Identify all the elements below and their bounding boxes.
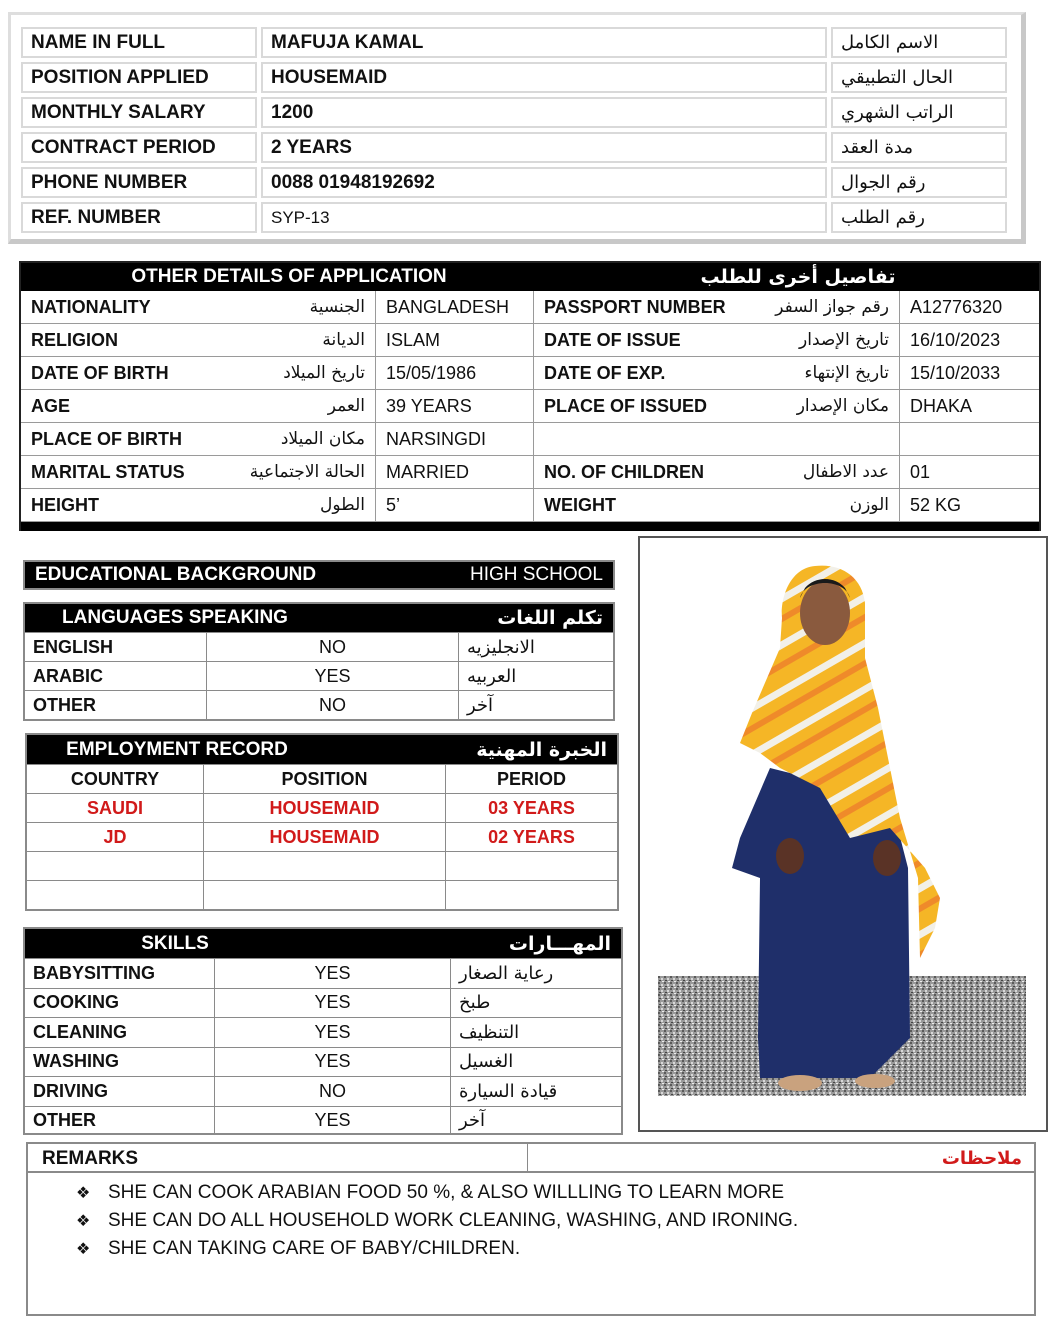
label-dob-ar: تاريخ الميلاد [283,363,365,383]
skill-row [25,1076,621,1106]
label-position-ar: الحال التطبيقي [831,62,1007,93]
label-dob: DATE OF BIRTH [31,362,169,383]
diamond-bullet-icon: ❖ [76,1213,91,1230]
label-name: NAME IN FULL [21,27,257,58]
skill-row [25,1047,621,1077]
label-age: AGE [31,395,71,416]
details-row [21,423,1039,456]
employment-title-ar: الخبرة المهنية [476,738,607,761]
value-ref: SYP-13 [261,202,827,233]
label-ref: REF. NUMBER [21,202,257,233]
remarks-header [28,1144,1034,1173]
label-religion: RELIGION [31,329,119,350]
skill-name: WASHING [25,1048,215,1077]
label-children-ar: عدد الاطفال [802,462,889,482]
value-nationality: BANGLADESH [376,291,534,323]
employment-country: JD [27,823,204,851]
value-date-of-exp: 15/10/2033 [910,362,1001,383]
label-weight-ar: الوزن [849,495,889,515]
language-row [25,661,613,690]
value-age: 39 YEARS [376,390,534,422]
language-name-ar: الانجليزيه [467,636,535,658]
value-place-issued: DHAKA [910,395,973,416]
education-header [25,562,613,588]
label-date-of-exp: DATE OF EXP. [544,362,666,383]
language-name: OTHER [25,691,207,719]
language-value: NO [207,691,459,719]
skill-name: DRIVING [25,1077,215,1106]
value-salary: 1200 [261,97,827,128]
value-passport: A12776320 [910,296,1003,317]
details-row [21,324,1039,357]
skills-table [23,927,623,1135]
skill-row [25,1106,621,1136]
employment-row [27,880,617,909]
employment-position: HOUSEMAID [204,794,446,822]
value-contract: 2 YEARS [261,132,827,163]
skill-row [25,988,621,1018]
skill-name: BABYSITTING [25,959,215,988]
label-phone: PHONE NUMBER [21,167,257,198]
value-phone: 0088 01948192692 [261,167,827,198]
skill-value: NO [215,1077,451,1106]
label-marital-status: MARITAL STATUS [31,461,185,482]
label-passport-ar: رقم جواز السفر [775,297,889,317]
diamond-bullet-icon: ❖ [76,1241,91,1258]
skill-value: YES [215,1018,451,1047]
remark-text: SHE CAN DO ALL HOUSEHOLD WORK CLEANING, WASHING, AND IRONING. [108,1210,799,1231]
personal-row-salary [21,97,1015,128]
employment-table [25,733,619,911]
skill-row [25,1017,621,1047]
label-height: HEIGHT [31,494,100,515]
remarks-title-ar: ملاحظات [941,1148,1022,1169]
remark-item [76,1179,1034,1207]
employment-row [27,822,617,851]
label-religion-ar: الديانة [322,330,365,350]
languages-table [23,602,615,721]
remarks-box [26,1142,1036,1316]
column-country: COUNTRY [27,765,204,793]
value-religion: ISLAM [376,324,534,356]
employment-row [27,793,617,822]
skill-name-ar: قيادة السيارة [459,1080,558,1102]
personal-row-contract [21,132,1015,163]
label-date-of-exp-ar: تاريخ الإنتهاء [804,363,889,383]
details-footer-bar [21,522,1039,531]
label-place-issued: PLACE OF ISSUED [544,395,708,416]
label-salary-ar: الراتب الشهري [831,97,1007,128]
skill-name-ar: الغسيل [459,1051,514,1073]
employment-period: 03 YEARS [488,797,575,818]
label-contract-ar: مدة العقد [831,132,1007,163]
label-age-ar: العمر [327,396,365,416]
language-name-ar: آخر [467,694,494,716]
other-details-title-ar: تفاصيل أخرى للطلب [700,266,896,288]
skill-name-ar: طبخ [459,992,491,1014]
languages-header [25,604,613,632]
details-row [21,390,1039,423]
value-marital-status: MARRIED [376,456,534,488]
remarks-title: REMARKS [28,1144,528,1171]
remarks-list [28,1173,1034,1263]
label-name-ar: الاسم الكامل [831,27,1007,58]
label-salary: MONTHLY SALARY [21,97,257,128]
label-nationality-ar: الجنسية [309,297,365,317]
value-children: 01 [910,461,931,482]
skill-name: OTHER [25,1107,215,1136]
languages-title-ar: تكلم اللغات [497,607,603,629]
value-name: MAFUJA KAMAL [261,27,827,58]
employment-title: EMPLOYMENT RECORD [66,738,288,760]
employment-period: 02 YEARS [488,826,575,847]
label-children: NO. OF CHILDREN [544,461,704,482]
skill-name: COOKING [25,989,215,1018]
details-row [21,291,1039,324]
employment-column-headers [27,764,617,793]
remark-text: SHE CAN TAKING CARE OF BABY/CHILDREN. [108,1238,521,1259]
value-position: HOUSEMAID [261,62,827,93]
label-phone-ar: رقم الجوال [831,167,1007,198]
employment-position [204,852,446,880]
language-row [25,690,613,719]
label-position: POSITION APPLIED [21,62,257,93]
skill-name-ar: آخر [459,1110,486,1132]
employment-position: HOUSEMAID [204,823,446,851]
language-name: ENGLISH [25,633,207,661]
label-height-ar: الطول [320,495,365,515]
column-position: POSITION [204,765,446,793]
skill-value: YES [215,959,451,988]
remark-text: SHE CAN COOK ARABIAN FOOD 50 %, & ALSO WILLLING TO LEARN MORE [108,1182,785,1203]
remark-item [76,1207,1034,1235]
language-row [25,632,613,661]
value-place-of-birth: NARSINGDI [376,423,534,455]
language-value: YES [207,662,459,690]
personal-row-ref [21,202,1015,233]
language-name-ar: العربيه [467,665,517,687]
personal-row-position [21,62,1015,93]
personal-info-box [8,12,1026,244]
other-details-header [21,263,1039,291]
skill-row [25,958,621,988]
label-marital-status-ar: الحالة الاجتماعية [249,462,365,482]
skills-header [25,929,621,958]
education-label: EDUCATIONAL BACKGROUND [35,564,317,585]
label-nationality: NATIONALITY [31,296,151,317]
label-ref-ar: رقم الطلب [831,202,1007,233]
value-empty [900,423,1039,455]
label-passport: PASSPORT NUMBER [544,296,726,317]
skills-title-ar: المهـــارات [508,932,611,955]
skill-value: YES [215,1048,451,1077]
personal-info-table [21,27,1015,237]
skill-name-ar: رعاية الصغار [459,962,554,984]
skill-value: YES [215,989,451,1018]
employment-period [446,881,617,909]
languages-title: LANGUAGES SPEAKING [62,607,288,628]
label-date-of-issue-ar: تاريخ الإصدار [799,330,889,350]
applicant-photo [638,536,1048,1132]
employment-row [27,851,617,880]
education-box [23,560,615,590]
employment-country [27,852,204,880]
label-place-issued-ar: مكان الإصدار [796,396,889,416]
label-weight: WEIGHT [544,494,616,515]
diamond-bullet-icon: ❖ [76,1185,91,1202]
details-row [21,489,1039,522]
skill-name-ar: التنظيف [459,1021,520,1043]
label-place-of-birth: PLACE OF BIRTH [31,428,182,449]
label-place-of-birth-ar: مكان الميلاد [280,429,365,449]
value-weight: 52 KG [910,494,962,515]
value-dob: 15/05/1986 [376,357,534,389]
employment-country [27,881,204,909]
label-contract: CONTRACT PERIOD [21,132,257,163]
personal-row-name [21,27,1015,58]
details-row [21,456,1039,489]
language-value: NO [207,633,459,661]
label-date-of-issue: DATE OF ISSUE [544,329,681,350]
details-row [21,357,1039,390]
skill-value: YES [215,1107,451,1136]
personal-row-phone [21,167,1015,198]
other-details-table [19,261,1041,531]
remark-item [76,1235,1034,1263]
skill-name: CLEANING [25,1018,215,1047]
other-details-title: OTHER DETAILS OF APPLICATION [131,266,447,287]
employment-position [204,881,446,909]
skills-title: SKILLS [141,932,209,954]
employment-country: SAUDI [27,794,204,822]
language-name: ARABIC [25,662,207,690]
value-date-of-issue: 16/10/2023 [910,329,1001,350]
column-period: PERIOD [496,768,566,789]
employment-period [446,852,617,880]
education-value: HIGH SCHOOL [469,564,603,585]
value-height: 5’ [376,489,534,521]
employment-header [27,735,617,764]
applicant-photo-illustration [640,538,1046,1130]
